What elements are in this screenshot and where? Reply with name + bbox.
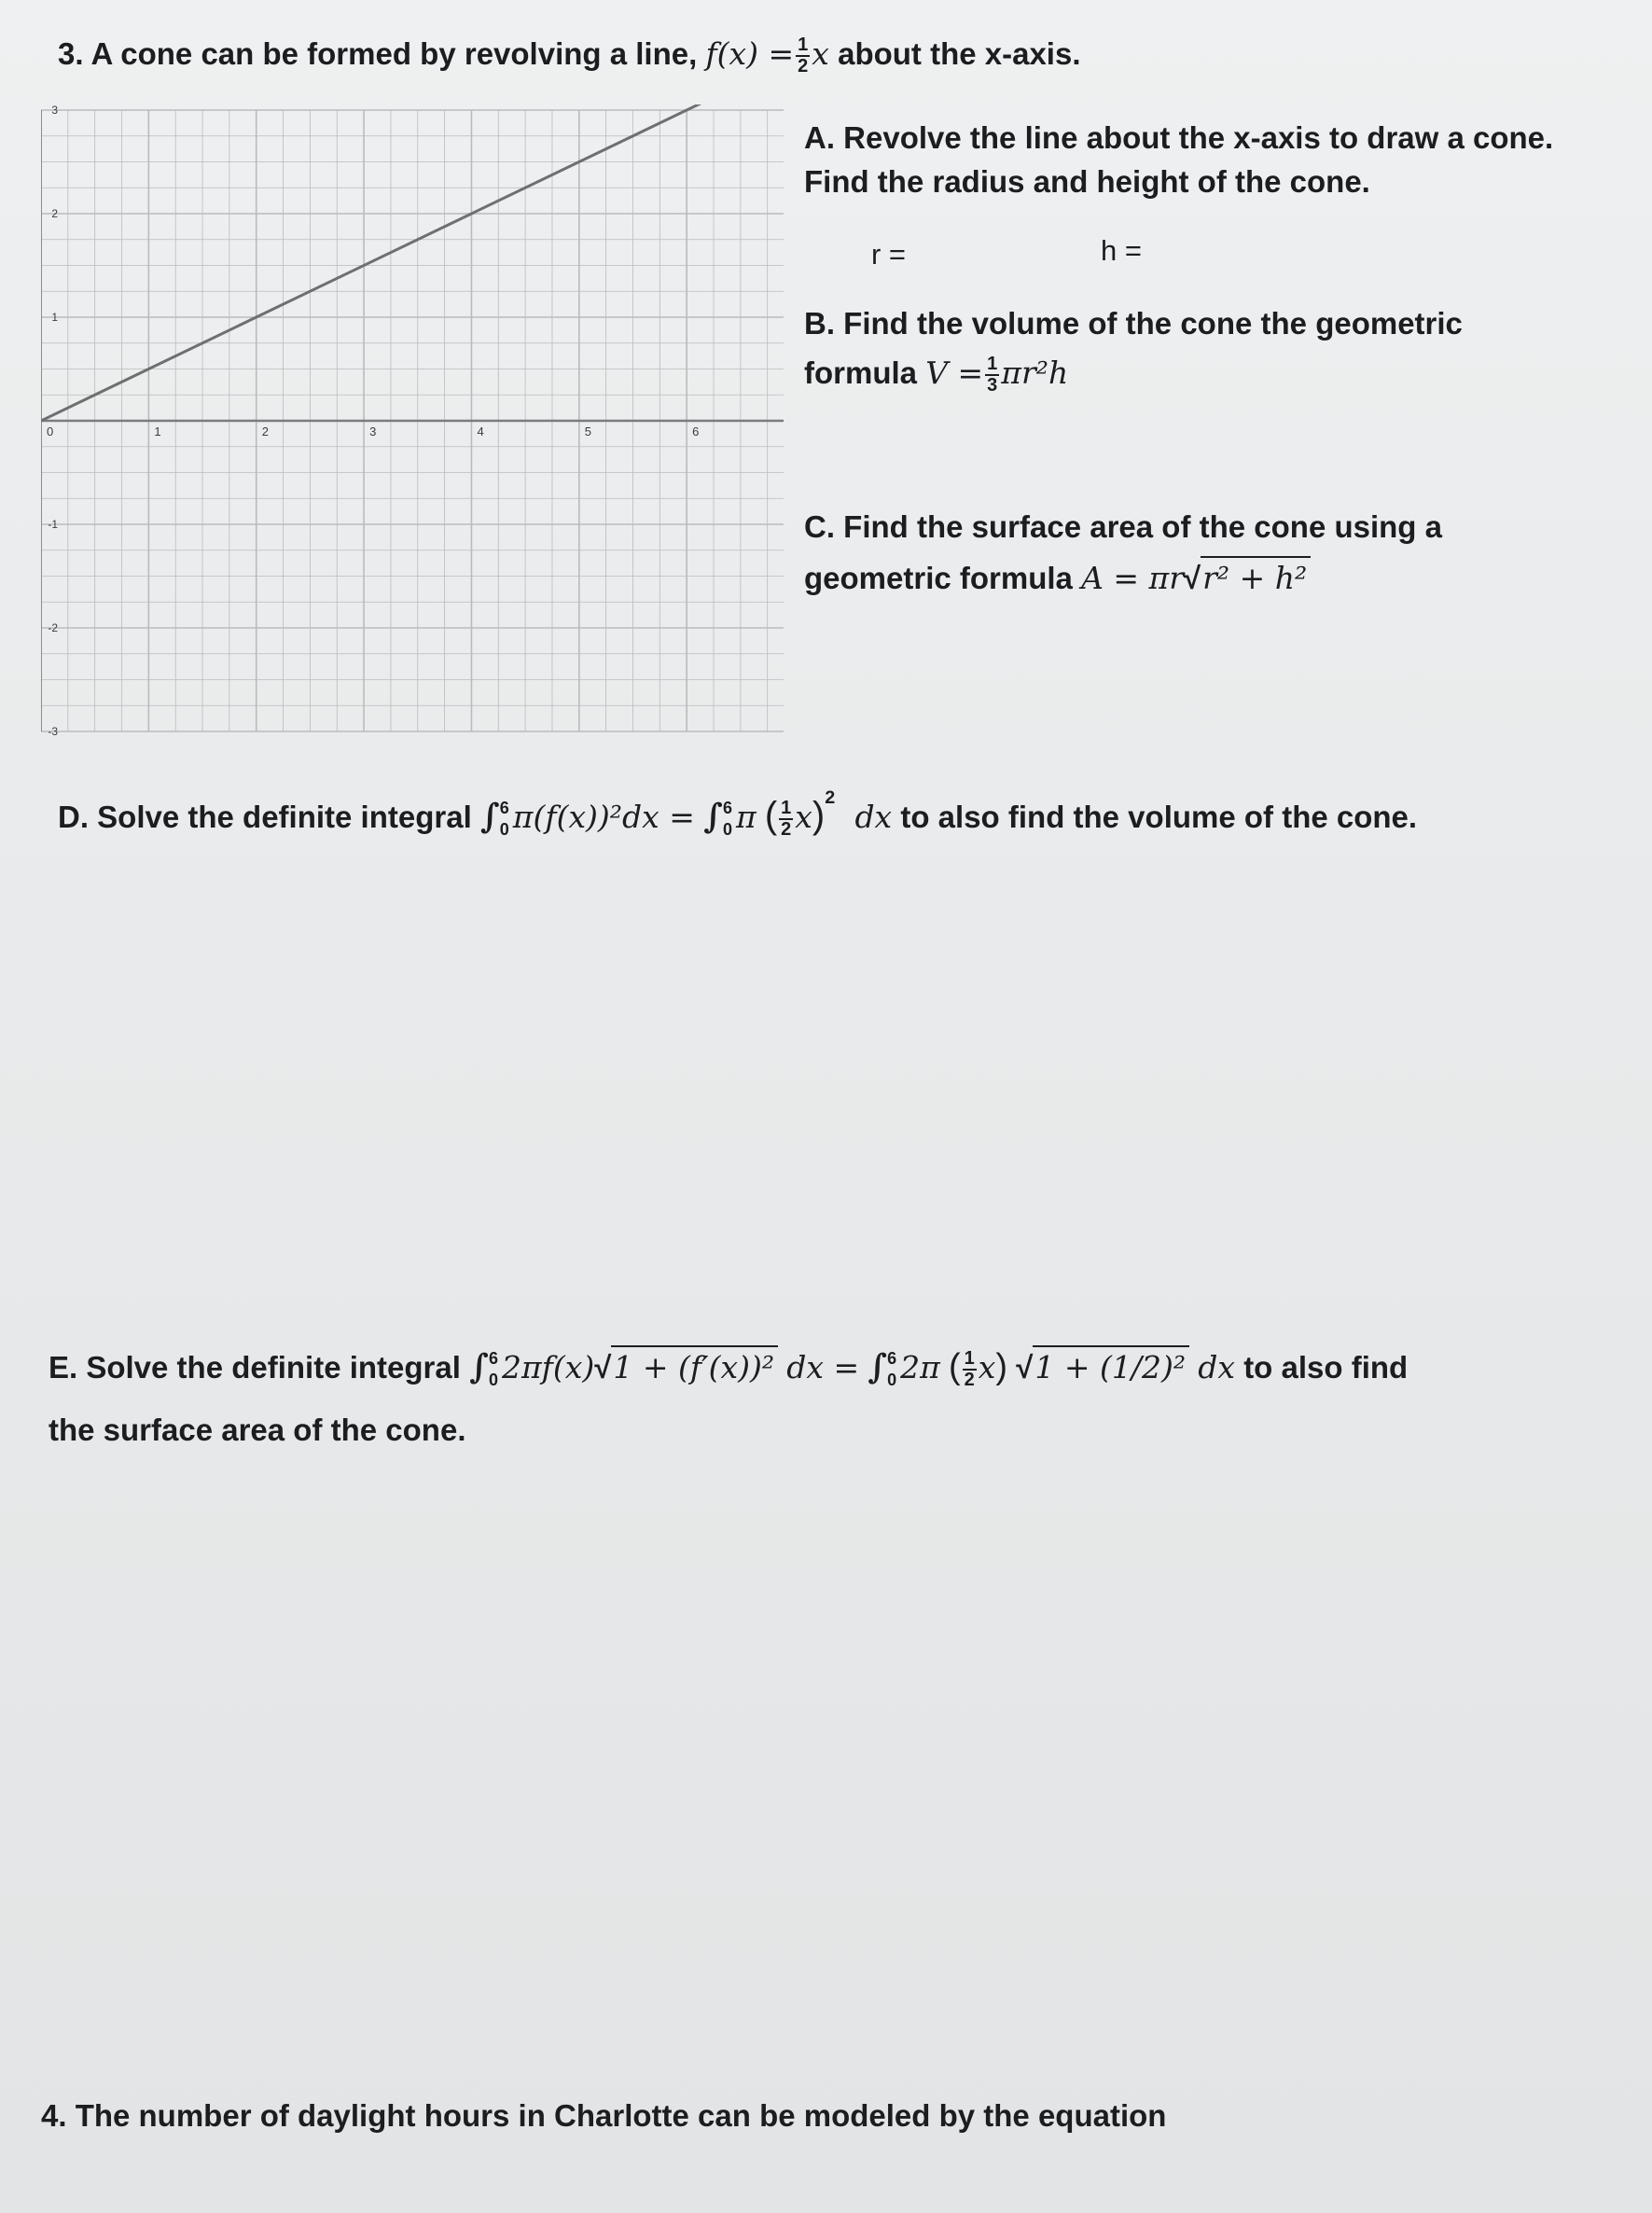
integral-limits: 6 0 [499,798,509,840]
integral-sign: ∫ [469,1347,489,1386]
surface-formula-lhs: A = πr [1081,560,1185,596]
part-d-pi: π [735,799,757,835]
volume-formula-lhs: V = [925,355,984,391]
part-d-variable: x [795,799,812,835]
coordinate-grid-chart [41,104,787,739]
part-b-formula-label: formula [804,355,918,390]
integral-limits: 6 0 [488,1348,498,1390]
part-d-tail: to also find the volume of the cone. [900,800,1418,834]
part-c-formula-label: geometric formula [804,561,1073,595]
y-tick-label: -3 [48,725,58,738]
intro-text: A cone can be formed by revolving a line, [90,36,698,71]
part-d-lead: D. Solve the definite integral [58,800,472,834]
part-b-line2 [804,355,1068,396]
part-e-line2: the surface area of the cone. [49,1413,466,1447]
series-line [41,104,708,421]
part-a-line2: Find the radius and height of the cone. [804,164,1370,199]
intro-variable: x [812,35,829,72]
part-a-line1: A. Revolve the line about the x-axis to draw a cone. [804,120,1554,155]
part-b-line1: B. Find the volume of the cone the geometric [804,306,1463,341]
part-e-lead: E. Solve the definite integral [49,1350,461,1385]
part-d-fraction: $\frac{1}{2}$ [781,798,792,841]
part-e-expr1: 2πf(x) [501,1349,595,1385]
height-label: h = [1101,234,1142,267]
problem-number: 3. [58,36,84,71]
surface-formula-root: r² + h² [1201,556,1311,597]
integral-limits: 6 0 [722,798,732,840]
problem-4-text: 4. The number of daylight hours in Charlotte can be modeled by the equation [41,2098,1167,2133]
x-tick-label: 5 [584,425,592,438]
part-e-tail: to also find [1243,1350,1409,1385]
axes [41,110,784,731]
x-tick-label: 0 [47,425,54,438]
part-e-root1: 1 + (f′(x))² [611,1345,778,1386]
part-e: E. Solve the definite integral ∫ 6 0 2πf(x)√1 + (f′(x))² dx = ∫ 6 0 2π ( $\frac{1}{2}$ x) √1 + (1/2)² dx to also find [49,1347,1409,1391]
y-tick-label: -1 [48,518,58,531]
x-tick-label: 3 [369,425,377,438]
intro-function: f(x) = [705,35,795,72]
integral-sign: ∫ [479,797,500,836]
part-e-fraction: $\frac{1}{2}$ [964,1348,975,1391]
part-e-2pi: 2π [900,1349,940,1385]
part-c-line1: C. Find the surface area of the cone using a [804,509,1442,544]
volume-formula-fraction: $\frac{1}{3}$ [987,354,998,397]
intro-fraction: $\frac{1}{2}$ [798,35,809,77]
part-e-dx-eq: dx = [786,1349,860,1385]
y-tick-label: 3 [51,104,58,117]
y-tick-label: 1 [51,311,58,324]
part-e-variable: x [978,1349,996,1385]
part-e-dx: dx [1198,1349,1236,1385]
y-tick-label: 2 [51,207,58,220]
x-tick-label: 4 [477,425,484,438]
y-tick-label: -2 [48,621,58,634]
part-e-root2: 1 + (1/2)² [1033,1345,1189,1386]
x-tick-label: 2 [261,425,269,438]
x-tick-label: 6 [692,425,700,438]
part-d: D. Solve the definite integral ∫ 6 0 π(f(x))²dx = ∫ 6 0 π ( $\frac{1}{2}$ x)$^2$ dx to also find the volume of the cone. [58,787,1418,841]
part-d-dx: dx [854,799,893,835]
part-d-expr1: π(f(x))²dx = [512,799,695,835]
integral-sign: ∫ [703,797,723,836]
series-line-f-of-x [41,104,708,421]
volume-formula-rhs: πr²h [1001,355,1069,391]
part-d-power: 2 [825,787,836,808]
radius-label: r = [871,238,907,271]
problem-3-heading [58,35,1080,77]
x-tick-label: 1 [154,425,161,438]
integral-sign: ∫ [868,1347,888,1386]
part-c-line2: geometric formula A = πr√r² + h² [804,556,1311,597]
intro-after: about the x-axis. [838,36,1081,71]
integral-limits: 6 0 [887,1348,897,1390]
